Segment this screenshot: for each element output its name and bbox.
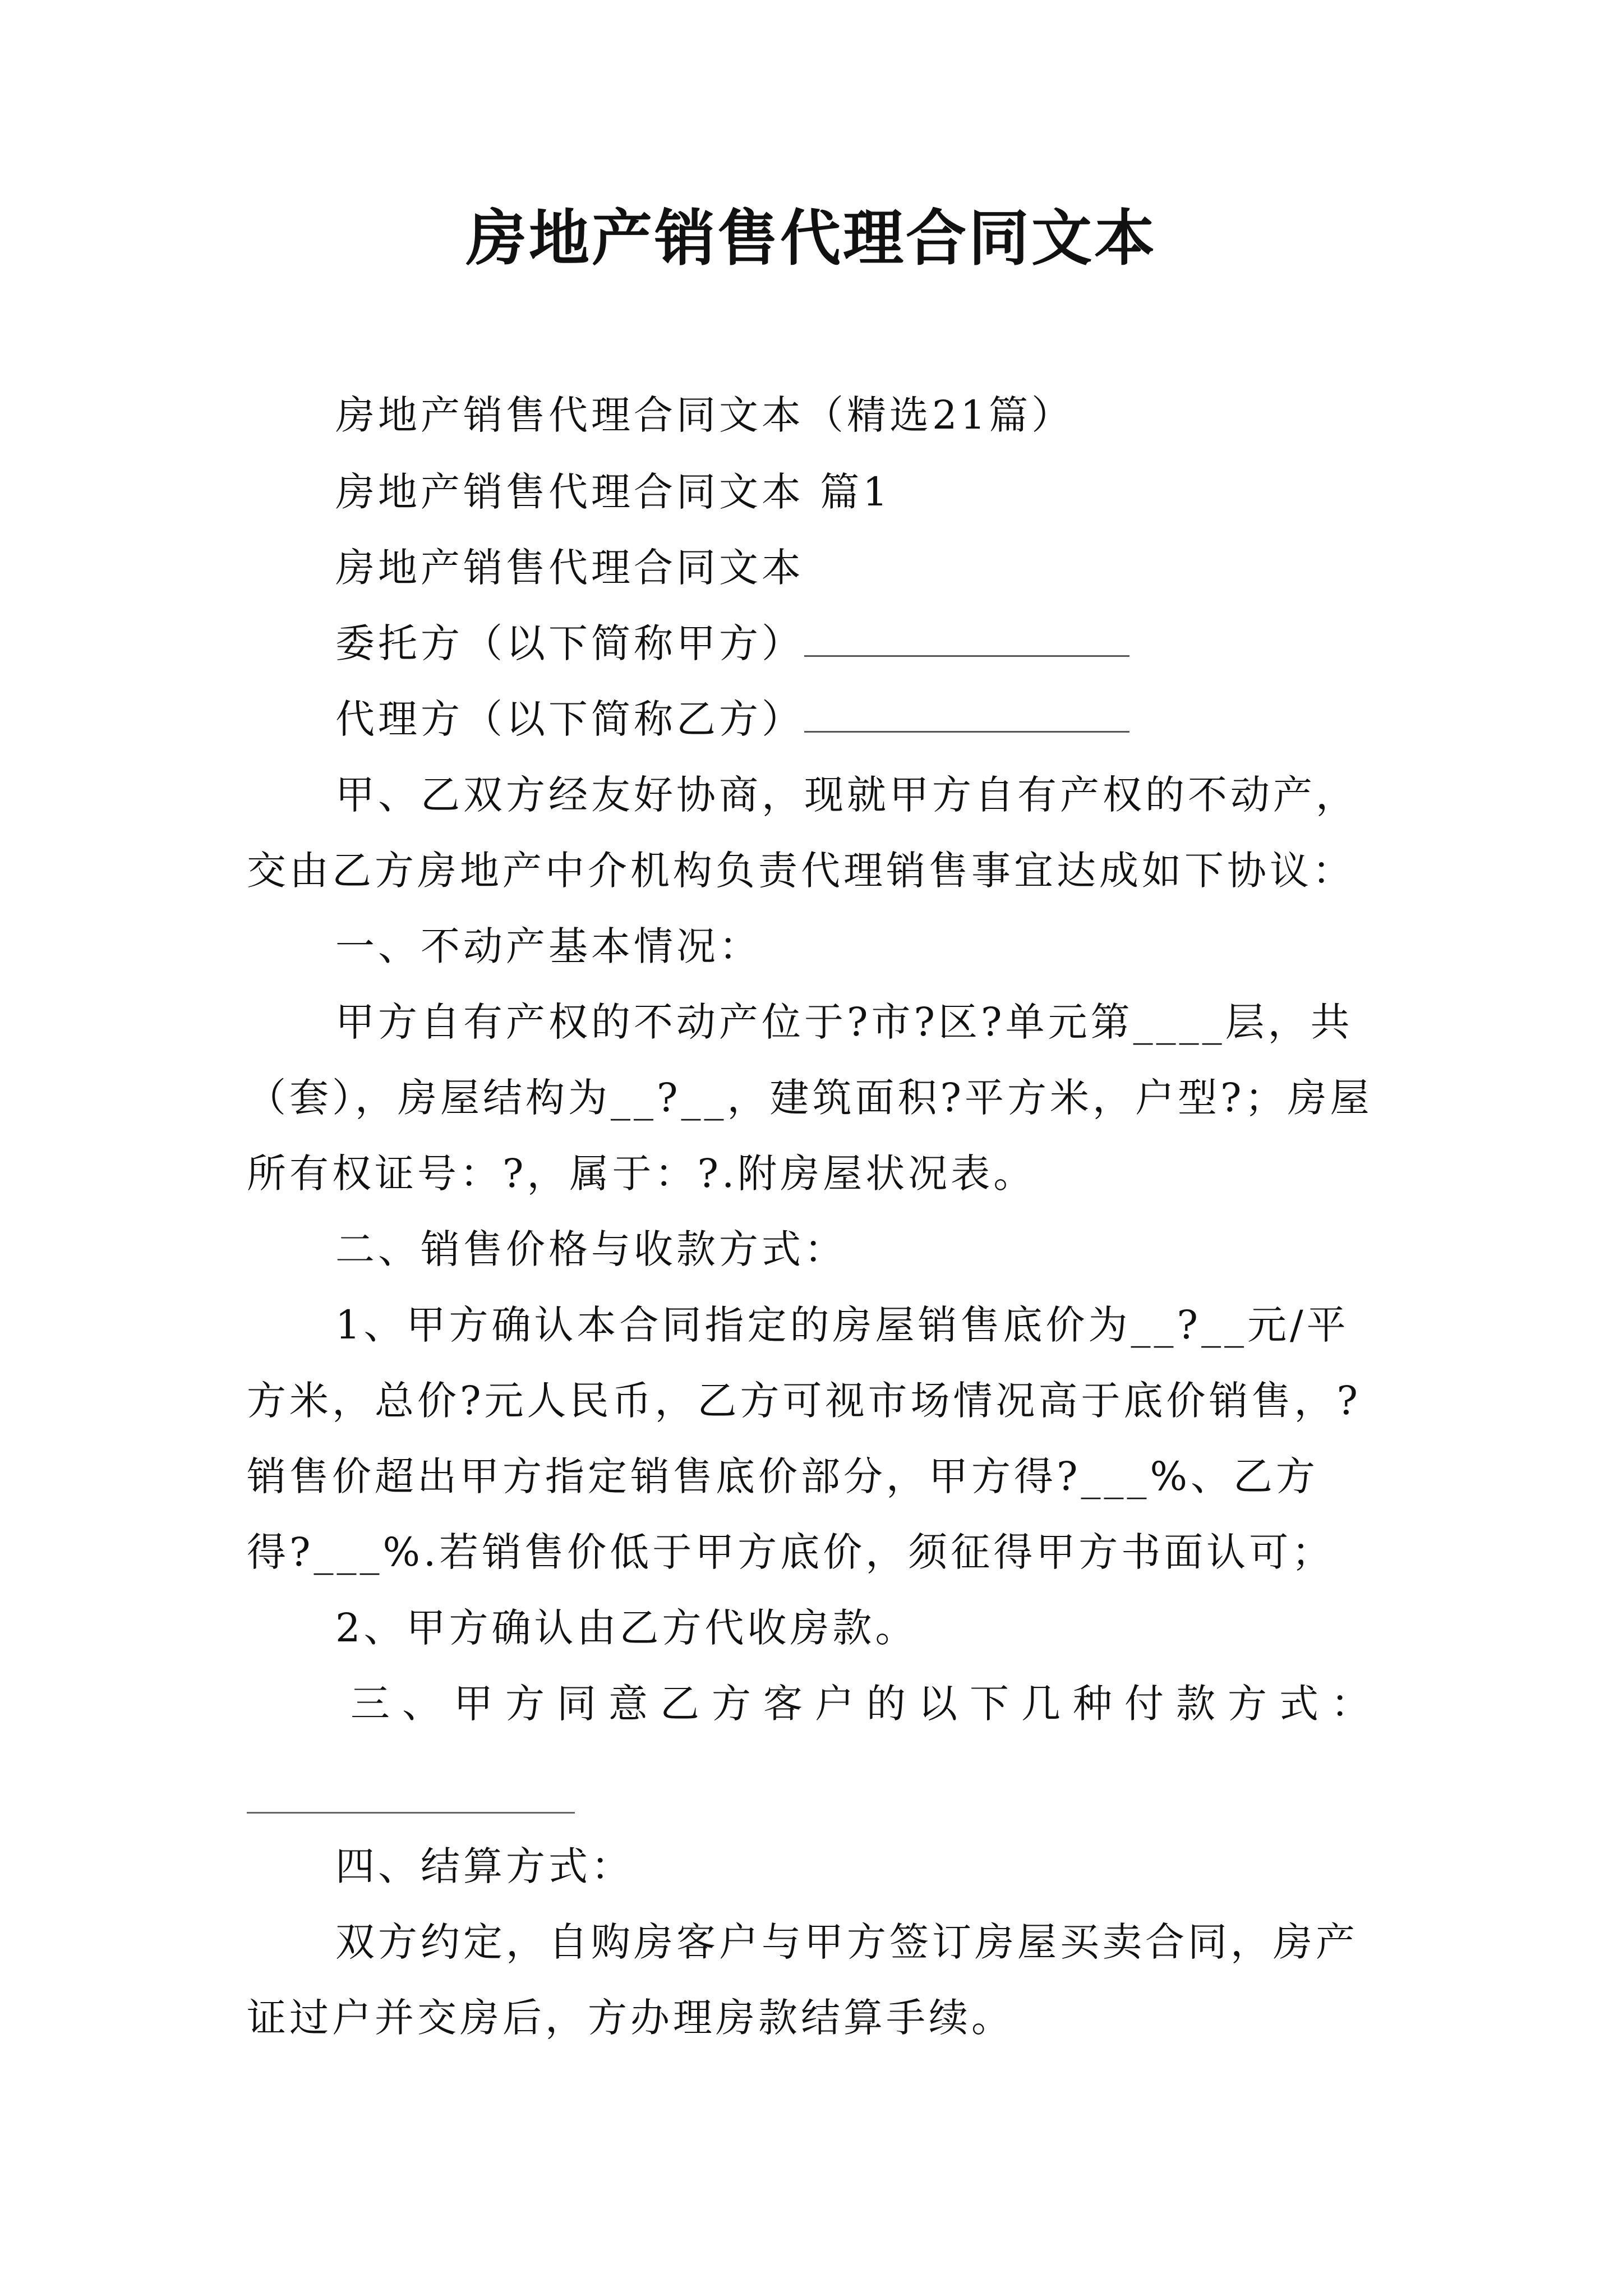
paragraph-line: 证过户并交房后，方办理房款结算手续。 [247,1995,1014,2041]
agent-label: 代理方（以下简称乙方） [335,696,804,742]
paragraph-line: 甲方自有产权的不动产位于?市?区?单元第____层，共 [335,999,1353,1045]
principal-line [335,615,1380,671]
principal-label: 委托方（以下简称甲方） [335,620,804,666]
paragraph-line: 交由乙方房地产中介机构负责代理销售事宜达成如下协议： [247,848,1355,894]
paragraph-line: （套），房屋结构为__?__，建筑面积?平方米，户型?；房屋 [247,1075,1373,1121]
principal-blank [804,616,1129,657]
document-title: 房地产销售代理合同文本 [465,203,1157,274]
paragraph-line: 2、甲方确认由乙方代收房款。 [335,1605,918,1651]
paragraph-line: 所有权证号：?，属于：?.附房屋状况表。 [247,1151,1036,1197]
agent-line [335,691,1380,747]
clause-heading: 三、甲方同意乙方客户的以下几种付款方式： [351,1681,1382,1727]
contract-name-line: 房地产销售代理合同文本 [335,545,804,591]
payment-methods-blank [247,1812,575,1814]
clause-heading: 四、结算方式： [335,1843,634,1889]
paragraph-line: 1、甲方确认本合同指定的房屋销售底价为__?__元/平 [335,1302,1349,1348]
paragraph-line: 双方约定，自购房客户与甲方签订房屋买卖合同，房产 [335,1919,1358,1965]
section-heading: 房地产销售代理合同文本 篇1 [335,469,891,515]
subtitle-line: 房地产销售代理合同文本（精选21篇） [335,392,1075,438]
paragraph-line: 方米，总价?元人民币，乙方可视市场情况高于底价销售，? [247,1378,1362,1424]
paragraph-line: 甲、乙双方经友好协商，现就甲方自有产权的不动产， [335,772,1358,818]
paragraph-line: 得?___%.若销售价低于甲方底价，须征得甲方书面认可； [247,1529,1335,1575]
paragraph-line: 销售价超出甲方指定销售底价部分，甲方得?___%、乙方 [247,1453,1319,1499]
clause-heading: 一、不动产基本情况： [335,923,762,969]
clause-heading: 二、销售价格与收款方式： [335,1226,847,1272]
agent-blank [804,692,1129,733]
